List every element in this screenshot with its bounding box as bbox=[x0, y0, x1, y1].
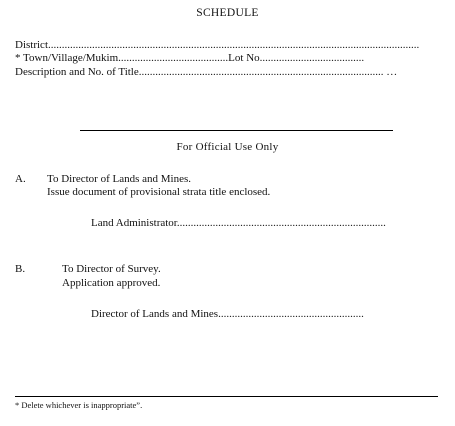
schedule-title: SCHEDULE bbox=[196, 7, 259, 19]
director-lands-mines-label: Director of Lands and Mines bbox=[91, 308, 219, 320]
title-description-dots: ......................................................................................... … bbox=[138, 66, 398, 78]
section-b-signature-line bbox=[91, 308, 431, 321]
lot-no-dots: ...................................... bbox=[259, 52, 365, 64]
town-village-mukim-label: * Town/Village/Mukim bbox=[15, 52, 119, 64]
title-description-field bbox=[15, 66, 437, 79]
section-b-instruction: Application approved. bbox=[62, 277, 161, 289]
town-village-mukim-dots: ........................................ bbox=[118, 52, 229, 64]
section-a-instruction: Issue document of provisional strata title enclosed. bbox=[47, 186, 271, 198]
district-label: District bbox=[15, 39, 48, 51]
section-b-marker: B. bbox=[15, 263, 26, 275]
town-village-mukim-field bbox=[15, 52, 437, 65]
district-dots: ....................................................................................................................................... bbox=[48, 39, 420, 51]
lot-no-label: Lot No bbox=[228, 52, 260, 64]
section-a-marker: A. bbox=[15, 173, 26, 185]
land-administrator-label: Land Administrator bbox=[91, 217, 177, 229]
director-lands-mines-dots: ..................................................... bbox=[218, 308, 364, 320]
land-administrator-dots: ............................................................................ bbox=[176, 217, 386, 229]
footnote: * Delete whichever is inappropriate”. bbox=[15, 400, 143, 410]
section-a-signature-line bbox=[91, 217, 431, 230]
title-description-label: Description and No. of Title bbox=[15, 66, 139, 78]
district-field bbox=[15, 39, 437, 52]
official-use-heading: For Official Use Only bbox=[176, 141, 279, 153]
footnote-divider bbox=[15, 396, 438, 397]
official-use-divider bbox=[80, 130, 393, 131]
section-a-addressee: To Director of Lands and Mines. bbox=[47, 173, 192, 185]
section-b-addressee: To Director of Survey. bbox=[62, 263, 161, 275]
